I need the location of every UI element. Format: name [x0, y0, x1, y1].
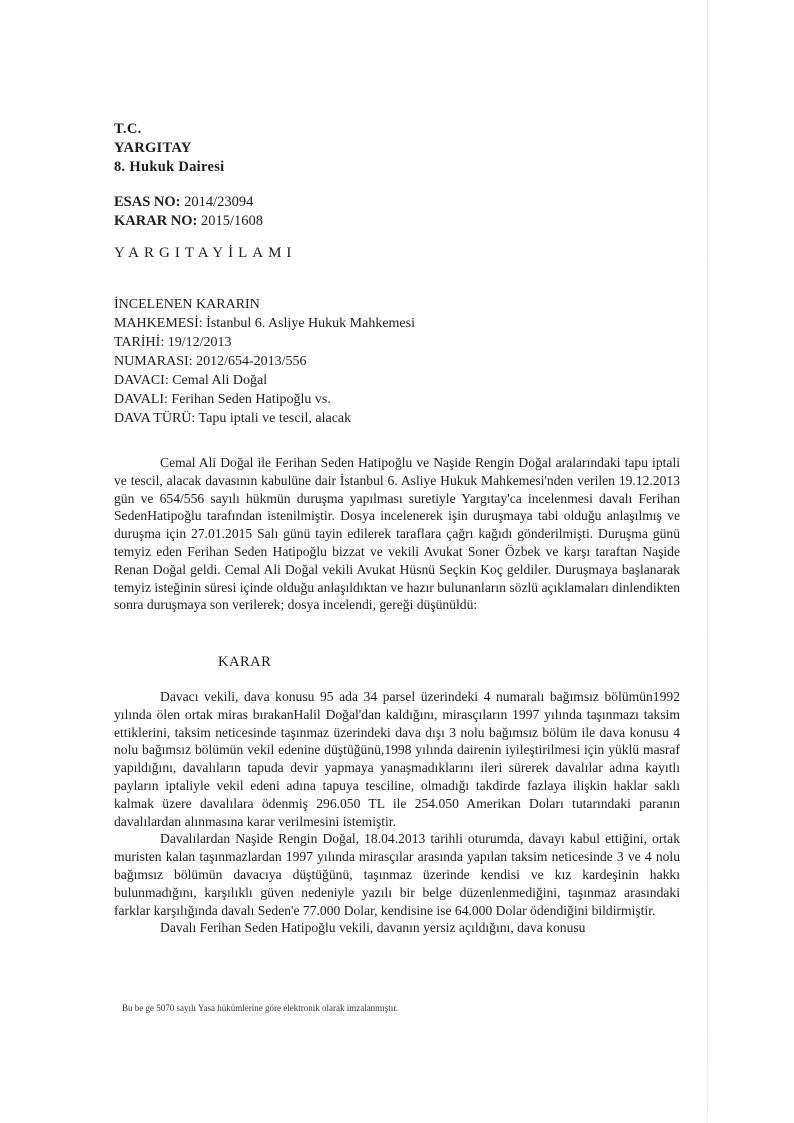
- esas-value: 2014/23094: [184, 194, 254, 210]
- esas-no: [114, 194, 253, 211]
- karar-section: [114, 688, 680, 937]
- detail-date: TARİHİ: 19/12/2013: [114, 335, 232, 350]
- karar-value: 2015/1608: [201, 213, 264, 229]
- case-details: [114, 295, 415, 428]
- karar-paragraph-1: Davacı vekili, dava konusu 95 ada 34 parsel üzerindeki 4 numaralı bağımsız bölümün1992 yılında ölen ortak miras bırakanHalil Doğal'dan kaldığını, mirasçıların 1997 yılında taşınmazı taksim ettiklerini, taksim neticesinde taşınmaz üzerindeki dava dışı 3 nolu bağımsız bölüm ile dava konusu 4 nolu bağımsız bölümün vekil edenine düştüğünü,1998 yılında dairenin iyileştirilmesi için yüklü masraf yapıldığını, davalıların tapuda devir yapmaya yanaşmadıklarını ileri sürerek davalılar adına kayıtlı payların iptaliyle vekil edeni adına tapuya tesciline, olmadığı takdirde fazlaya ilişkin haklar saklı kalmak üzere davalılara ödenmiş 296.050 TL ile 254.050 Amerikan Doları tutarındaki paranın davalılardan alınmasına karar verilmesini istemiştir.: [114, 689, 680, 829]
- intro-paragraph: Cemal Ali Doğal ile Ferihan Seden Hatipoğlu ve Naşide Rengin Doğal aralarındaki tapu iptali ve tescil, alacak davasının kabulüne dair İstanbul 6. Asliye Hukuk Mahkemesi'nden verilen 19.12.2013 gün ve 654/556 sayılı hükmün duruşma yapılması suretiyle Yargıtay'ca incelenmesi davalı Ferihan SedenHatipoğlu tarafından istenilmiştir. Dosya incelenerek işin duruşmaya tabi olduğu anlaşılmış ve duruşma için 27.01.2015 Salı günü tayin edilerek taraflara çağrı kağıdı gönderilmişti. Duruşma günü temyiz eden Ferihan Seden Hatipoğlu bizzat ve vekili Avukat Soner Özbek ve karşı taraftan Naşide Renan Doğal geldi. Cemal Ali Doğal vekili Avukat Hüsnü Seçkin Koç geldiler. Duruşmaya başlanarak temyiz isteğinin süresi içinde olduğu anlaşıldıktan ve hazır bulunanların sözlü açıklamaları dinlendikten sonra duruşmaya son verilerek; dosya incelendi, gereği düşünüldü:: [114, 455, 680, 613]
- intro-section: [114, 454, 680, 614]
- detail-number: NUMARASI: 2012/654-2013/556: [114, 354, 307, 369]
- karar-heading: KARAR: [218, 654, 272, 670]
- detail-plaintiff: DAVACI: Cemal Ali Doğal: [114, 373, 268, 388]
- detail-reviewed: İNCELENEN KARARIN: [114, 297, 260, 312]
- e-signature-note: Bu be ge 5070 sayılı Yasa hükümlerine göre elektronik olarak imzalanmıştır.: [122, 1003, 398, 1013]
- esas-label: ESAS NO:: [114, 194, 181, 210]
- karar-no: [114, 213, 263, 230]
- detail-case-type: DAVA TÜRÜ: Tapu iptali ve tescil, alacak: [114, 411, 352, 426]
- detail-defendant: DAVALI: Ferihan Seden Hatipoğlu vs.: [114, 392, 331, 407]
- detail-court: MAHKEMESİ: İstanbul 6. Asliye Hukuk Mahkemesi: [114, 316, 415, 331]
- header-court: YARGITAY: [114, 140, 192, 156]
- header-tc: T.C.: [114, 121, 142, 137]
- karar-paragraph-2: Davalılardan Naşide Rengin Doğal, 18.04.2013 tarihli oturumda, davayı kabul ettiğini, ortak muristen kalan taşınmazlardan 1997 yılında mirasçılar arasında yapılan taksim neticesinde 3 ve 4 nolu bağımsız bölümün davacıya düştüğünü, taşınmaz üzerinde kendisi ve kız kardeşinin hakkı bulunmadığını, karşılıklı güven nedeniyle yazılı bir belge düzenlenmediğini, taşınmaz arasındaki farklar karşılığında davalı Seden'e 77.000 Dolar, kendisine ise 64.000 Dolar ödendiğini bildirmiştir.: [114, 831, 680, 918]
- ilam-title: YARGITAYİLAMI: [114, 245, 297, 261]
- header-chamber: 8. Hukuk Dairesi: [114, 159, 225, 175]
- karar-label: KARAR NO:: [114, 213, 198, 229]
- karar-paragraph-3: Davalı Ferihan Seden Hatipoğlu vekili, davanın yersiz açıldığını, dava konusu: [160, 920, 586, 936]
